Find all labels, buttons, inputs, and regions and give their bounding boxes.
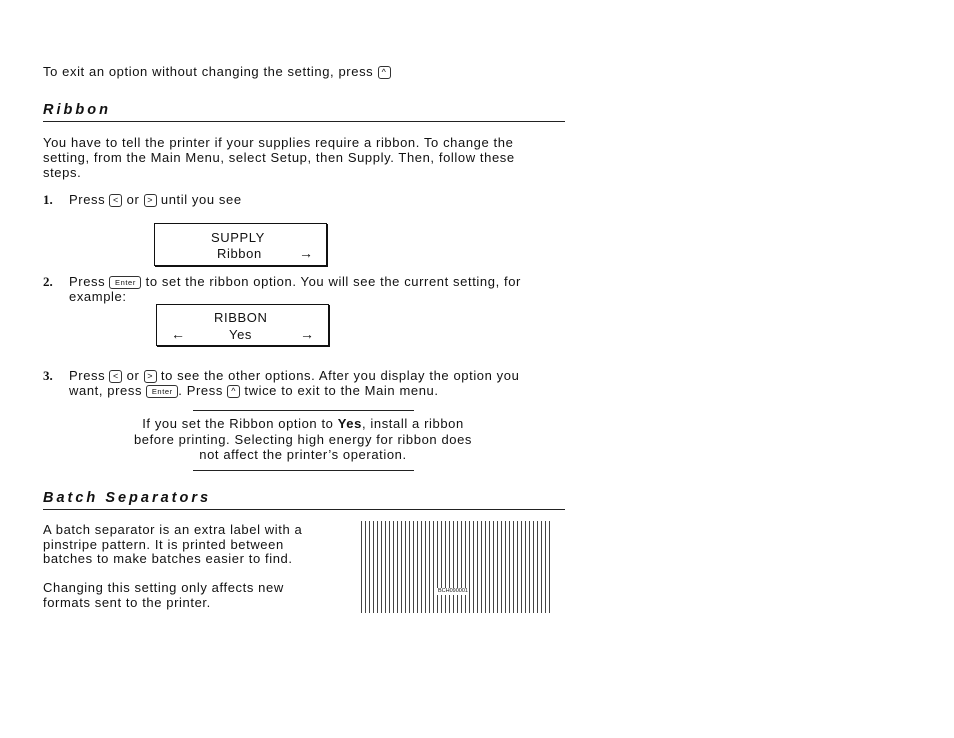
- lcd-line-1: RIBBON: [214, 310, 268, 325]
- step-3-text: [69, 368, 519, 398]
- pinstripe-label-figure: [361, 521, 551, 613]
- lcd-line-2: Ribbon: [217, 246, 262, 261]
- step-label: twice to exit to the Main menu.: [244, 383, 439, 398]
- step-label: until you see: [160, 192, 242, 207]
- ribbon-heading: Ribbon: [43, 102, 111, 118]
- note-text: not affect the printer’s operation.: [199, 447, 407, 462]
- note-text: If you set the Ribbon option to: [142, 416, 334, 431]
- step-label: example:: [69, 289, 127, 304]
- step-label: want, press: [69, 383, 143, 398]
- right-arrow-icon: →: [300, 326, 315, 342]
- batch-paragraph-line: batches to make batches easier to find.: [43, 551, 293, 566]
- step-2-text: [69, 274, 521, 304]
- batch-paragraph-2: [43, 581, 284, 610]
- batch-paragraph-1: [43, 523, 302, 567]
- right-key-icon: >: [144, 194, 157, 207]
- note-bold-text: Yes: [337, 416, 362, 431]
- left-key-icon: <: [109, 370, 122, 383]
- note-top-rule: [193, 410, 414, 411]
- ribbon-heading-rule: [43, 121, 565, 122]
- note-text: before printing. Selecting high energy for ribbon does: [133, 431, 473, 447]
- up-key-icon: ^: [227, 385, 240, 398]
- lcd-display-ribbon: [156, 304, 329, 346]
- note-text: , install a ribbon: [361, 416, 464, 431]
- intro-text: [43, 64, 391, 79]
- ribbon-paragraph: [43, 135, 515, 180]
- step-label: Press: [69, 274, 106, 289]
- batch-heading: Batch Separators: [43, 490, 212, 506]
- batch-heading-rule: [43, 509, 565, 510]
- step-label: or: [126, 192, 140, 207]
- batch-paragraph-line: Changing this setting only affects new: [43, 580, 284, 595]
- left-key-icon: <: [109, 194, 122, 207]
- note-bottom-rule: [193, 470, 414, 471]
- lcd-display-supply: [154, 223, 327, 266]
- step-label: to set the ribbon option. You will see the current setting, for: [145, 274, 521, 289]
- left-arrow-icon: ←: [171, 326, 186, 342]
- ribbon-paragraph-line: setting, from the Main Menu, select Setup, then Supply. Then, follow these: [43, 150, 515, 165]
- figure-code: BCH090001: [438, 588, 468, 594]
- batch-paragraph-line: pinstripe pattern. It is printed between: [43, 536, 284, 552]
- intro-label: To exit an option without changing the setting, press: [43, 64, 374, 79]
- enter-key-icon: Enter: [109, 276, 141, 289]
- right-key-icon: >: [144, 370, 157, 383]
- step-label: Press: [69, 368, 106, 383]
- ribbon-paragraph-line: steps.: [43, 165, 82, 180]
- step-number: 3.: [43, 368, 53, 383]
- up-key-icon: ^: [378, 66, 391, 79]
- step-label: Press: [69, 192, 106, 207]
- step-number: 1.: [43, 192, 53, 207]
- step-label: or: [126, 368, 140, 383]
- step-1-text: [69, 192, 242, 207]
- ribbon-paragraph-line: You have to tell the printer if your supplies require a ribbon. To change the: [43, 135, 514, 150]
- lcd-line-2: Yes: [229, 327, 253, 342]
- ribbon-note: [103, 416, 503, 463]
- step-number: 2.: [43, 274, 53, 289]
- lcd-line-1: SUPPLY: [211, 230, 265, 245]
- batch-paragraph-line: formats sent to the printer.: [43, 594, 211, 610]
- batch-paragraph-line: A batch separator is an extra label with a: [43, 522, 303, 537]
- enter-key-icon: Enter: [146, 385, 178, 398]
- step-label: to see the other options. After you display the option you: [160, 368, 520, 383]
- right-arrow-icon: →: [299, 245, 314, 261]
- step-label: . Press: [178, 383, 223, 398]
